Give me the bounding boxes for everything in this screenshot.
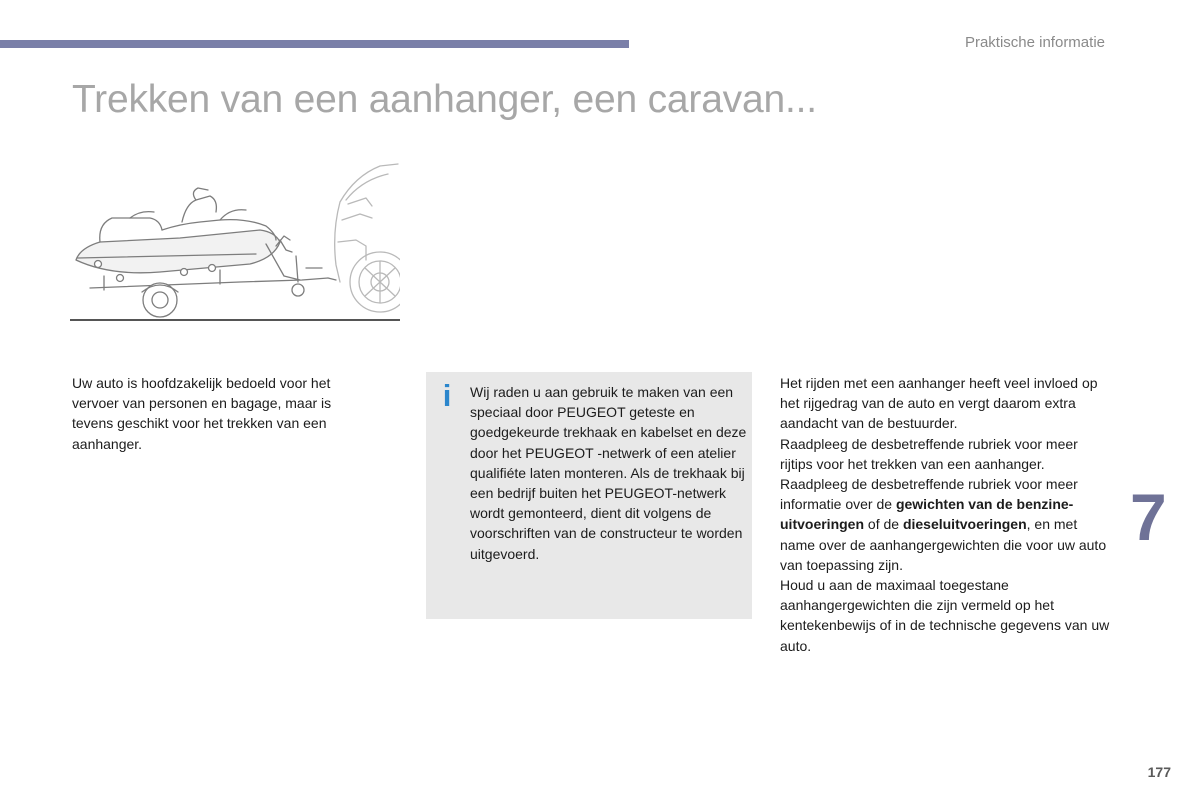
towing-advice-column (780, 373, 1110, 656)
weights-bold-petrol: gewichten van de benzine-uitvoeringen (780, 496, 1074, 533)
paragraph-driving-tips: Raadpleeg de desbetreffende rubriek voor meer rijtips voor het trekken van een aanhanger. (780, 435, 1078, 472)
info-box (426, 372, 752, 619)
weights-text-mid: of de (864, 516, 903, 533)
weights-text-after: , en met name over de aanhangergewichten die voor uw auto van toepassing zijn. (780, 516, 1107, 573)
paragraph-max-weights: Houd u aan de maximaal toegestane aanhangergewichten die zijn vermeld op het kentekenbewijs of in de technische gegevens van uw auto. (780, 577, 1110, 654)
info-box-text: Wij raden u aan gebruik te maken van een speciaal door PEUGEOT geteste en goedgekeurde trekhaak en kabelset en deze door het PEUGEOT -netwerk of een atelier qualifiéte laten monteren. Als de trekhaak bij een bedrijf buiten het PEUGEOT-netwerk wordt gemonteerd, dient dit volgens de voorschriften van de constructeur te worden uitgevoerd. (470, 384, 747, 562)
section-title: Praktische informatie (964, 34, 1105, 51)
page-number: 177 (1147, 764, 1171, 780)
info-icon: i (442, 378, 452, 413)
page-title: Trekken van een aanhanger, een caravan... (72, 78, 817, 121)
paragraph-weights (780, 474, 1110, 575)
chapter-number: 7 (1130, 480, 1167, 554)
header-accent-bar (0, 40, 629, 48)
weights-bold-diesel: dieseluitvoeringen (902, 516, 1027, 533)
weights-text-before: Raadpleeg de desbetreffende rubriek voor meer informatie over de (780, 476, 1078, 513)
intro-paragraph: Uw auto is hoofdzakelijk bedoeld voor het vervoer van personen en bagage, maar is tevens geschikt voor het trekken van een aanhanger. (72, 375, 332, 452)
jetski-trailer-towing-illustration (70, 160, 400, 326)
paragraph-driving-influence: Het rijden met een aanhanger heeft veel invloed op het rijgedrag van de auto en vergt daarom extra aandacht van de bestuurder. (780, 375, 1098, 432)
